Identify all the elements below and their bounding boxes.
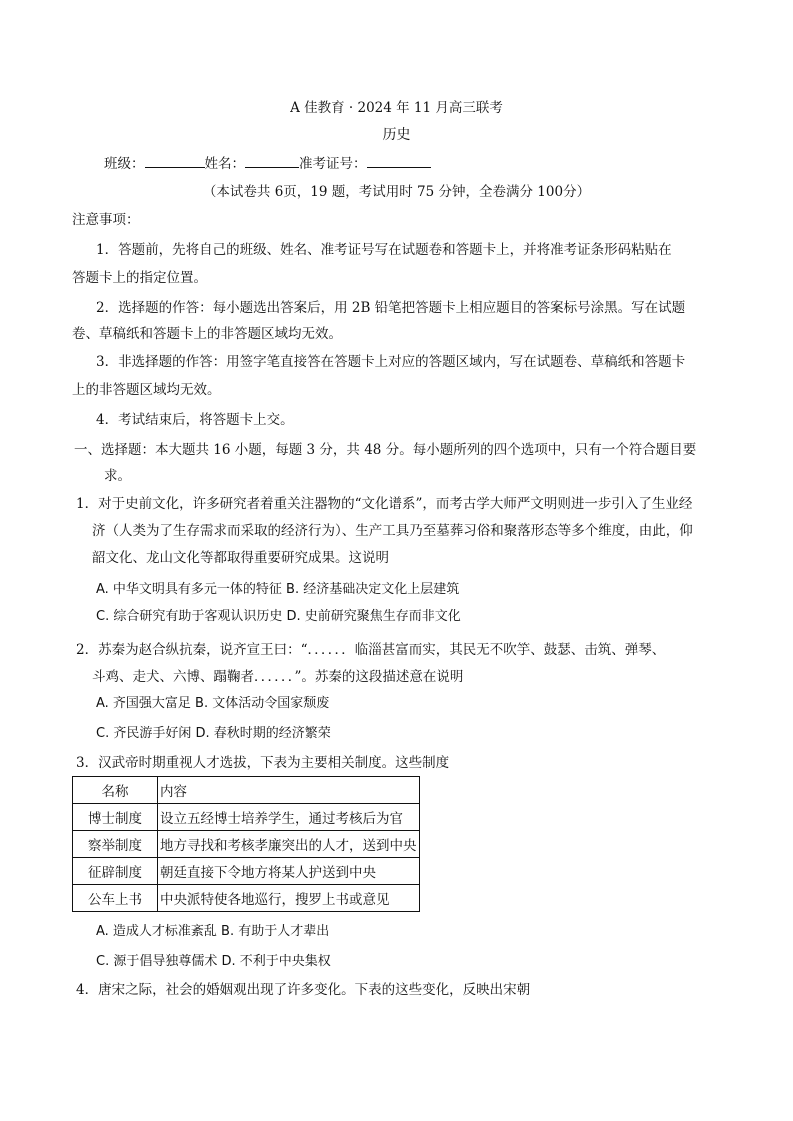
note-3-line2: 上的非答题区域均无效。 — [72, 382, 221, 398]
q3-table — [72, 776, 420, 912]
table-header-cell: 名称 — [73, 777, 158, 804]
section-1-heading-cont: 求。 — [104, 468, 131, 484]
q2-options-cd: C. 齐民游手好闲 D. 春秋时期的经济繁荣 — [96, 726, 331, 741]
table-cell: 征辟制度 — [73, 858, 158, 885]
q3-stem: 3．汉武帝时期重视人才选拔，下表为主要相关制度。这些制度 — [76, 755, 450, 771]
table-row — [73, 804, 420, 831]
exam-no-blank — [367, 155, 431, 168]
table-cell: 博士制度 — [73, 804, 158, 831]
table-cell: 朝廷直接下令地方将某人护送到中央 — [158, 858, 420, 885]
q2-line1: 2．苏秦为赵合纵抗秦，说齐宣王曰：“．．．．．．临淄甚富而实，其民无不吹竽、鼓瑟、击筑、弹琴、 — [76, 642, 666, 658]
note-3-line1: 3．非选择题的作答：用签字笔直接答在答题卡上对应的答题区域内，写在试题卷、草稿纸和答题卡 — [96, 354, 686, 370]
table-header-row — [73, 777, 420, 804]
class-label: 班级： — [104, 156, 145, 172]
q2-options-ab: A. 齐国强大富足 B. 文体活动令国家颓废 — [96, 696, 330, 711]
table-row — [73, 885, 420, 912]
q1-line3: 韶文化、龙山文化等都取得重要研究成果。这说明 — [92, 550, 389, 566]
exam-no-label: 准考证号： — [299, 156, 367, 172]
class-blank — [145, 155, 205, 168]
table-header-cell: 内容 — [158, 777, 420, 804]
table-cell: 公车上书 — [73, 885, 158, 912]
subject-title: 历史 — [382, 127, 411, 143]
table-cell: 地方寻找和考核孝廉突出的人才，送到中央 — [158, 831, 420, 858]
table-cell: 中央派特使各地巡行，搜罗上书或意见 — [158, 885, 420, 912]
note-4-line1: 4．考试结束后，将答题卡上交。 — [96, 412, 294, 428]
candidate-info — [104, 152, 431, 172]
name-label: 姓名： — [204, 156, 245, 172]
exam-title: A 佳教育 · 2024 年 11 月高三联考 — [290, 100, 503, 116]
table-cell: 察举制度 — [73, 831, 158, 858]
name-blank — [245, 155, 299, 168]
q3-options-ab: A. 造成人才标准紊乱 B. 有助于人才辈出 — [96, 924, 330, 939]
q3-options-cd: C. 源于倡导独尊儒术 D. 不利于中央集权 — [96, 954, 331, 969]
notes-heading: 注意事项： — [72, 212, 140, 228]
table-row — [73, 831, 420, 858]
note-1-line1: 1．答题前，先将自己的班级、姓名、准考证号写在试题卷和答题卡上，并将准考证条形码粘贴在 — [96, 242, 672, 258]
exam-summary: （本试卷共 6页，19 题，考试用时 75 分钟，全卷满分 100分） — [202, 184, 591, 200]
q2-line2: 斗鸡、走犬、六博、蹋鞠者．．．．．．”。苏秦的这段描述意在说明 — [92, 669, 464, 685]
q1-options-cd: C. 综合研究有助于客观认识历史 D. 史前研究聚焦生存而非文化 — [96, 609, 461, 624]
q1-options-ab: A. 中华文明具有多元一体的特征 B. 经济基础决定文化上层建筑 — [96, 582, 460, 597]
note-1-line2: 答题卡上的指定位置。 — [72, 270, 207, 286]
table-cell: 设立五经博士培养学生，通过考核后为官 — [158, 804, 420, 831]
note-2-line2: 卷、草稿纸和答题卡上的非答题区域均无效。 — [72, 326, 342, 342]
note-2-line1: 2．选择题的作答：每小题选出答案后，用 2B 铅笔把答题卡上相应题目的答案标号涂黑。写在试题 — [96, 300, 686, 316]
table-row — [73, 858, 420, 885]
q1-line1: 1．对于史前文化，许多研究者着重关注器物的“文化谱系”，而考古学大师严文明则进一步引入了生业经 — [76, 496, 693, 512]
section-1-heading: 一、选择题：本大题共 16 小题，每题 3 分，共 48 分。每小题所列的四个选项中，只有一个符合题目要 — [74, 442, 697, 458]
q1-line2: 济（人类为了生存需求而采取的经济行为）、生产工具乃至墓葬习俗和聚落形态等多个维度，由此，仰 — [92, 523, 693, 539]
q4-stem: 4．唐宋之际，社会的婚姻观出现了许多变化。下表的这些变化，反映出宋朝 — [76, 982, 531, 998]
